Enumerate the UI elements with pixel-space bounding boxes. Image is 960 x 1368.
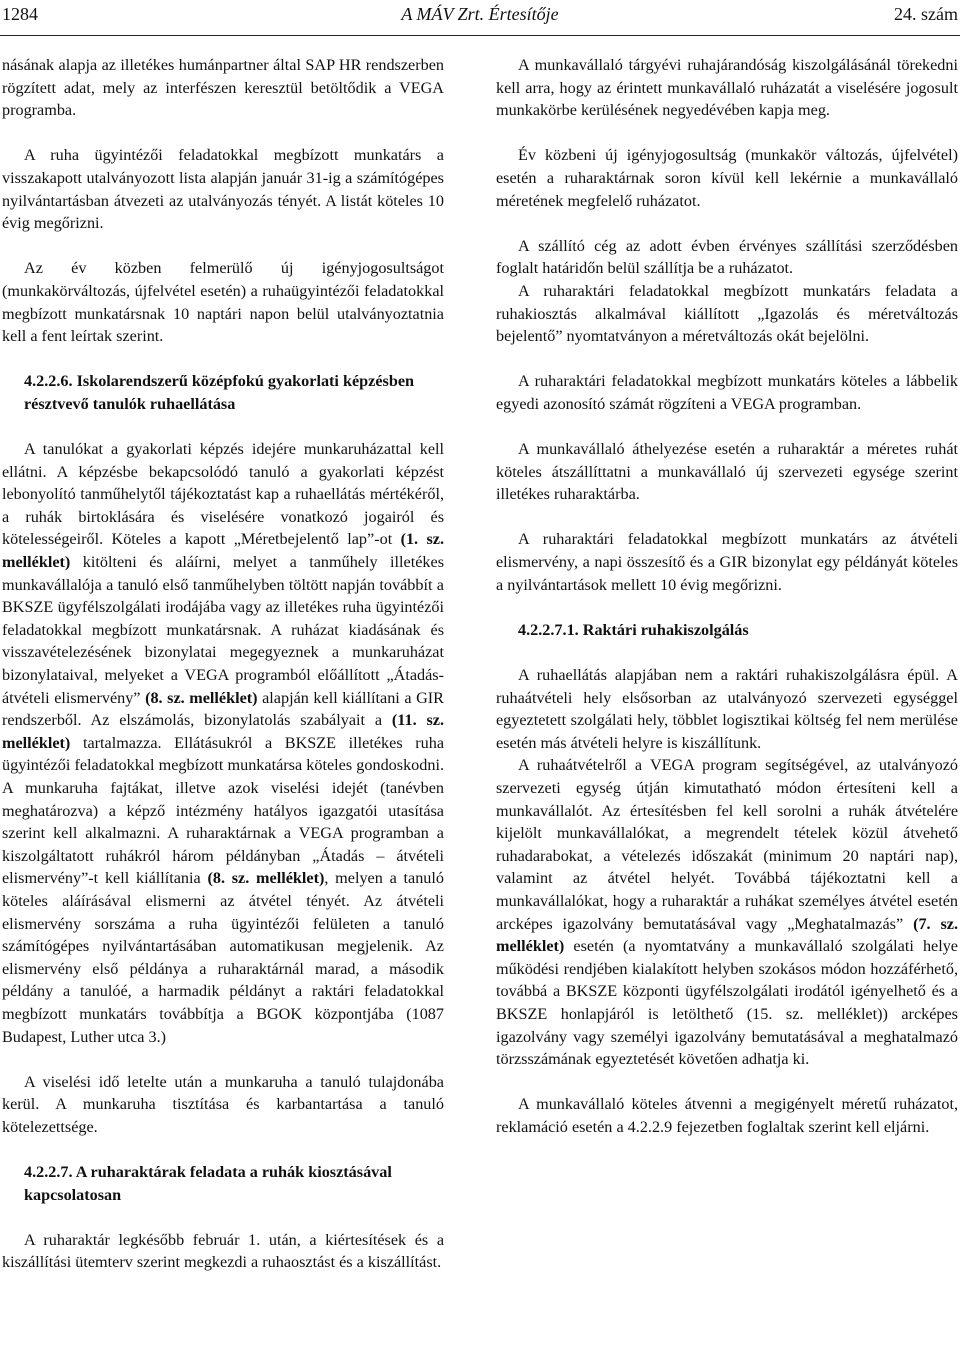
paragraph: A ruhaellátás alapjában nem a raktári ruhakiszolgálásra épül. A ruhaátvételi hely elsősorban az utalványozó szervezeti egységgel egyeztetett szolgálati hely, többlet logisztikai költség fel nem merülése esetén más átvételi helyre is kiszállítunk. <box>496 666 958 752</box>
paragraph: A ruharaktári feladatokkal megbízott munkatárs az átvételi elismervény, a napi összesítő és a GIR bizonylat egy példányát köteles a nyilvántartások mellett 10 évig megőrizni. <box>496 530 958 594</box>
section-heading-4-2-2-7: 4.2.2.7. A ruharaktárak feladata a ruhák kiosztásával kapcsolatosan <box>24 1163 392 1204</box>
text-run: kitölteni és aláírni, melyet a tanműhely illetékes munkavállalója a tanuló első tanműhelyben töltött napján továbbít a BKSZE ügyfélszolgálati irodájába vagy az illetékes ruha ügyintézői feladatokkal megbízott munkatársnak. A ruházat kiadásának és visszavételezésének bizonylatai megegyeznek a munkaruházat bizonylataival, melyeket a VEGA programból előállított „Átadás-átvételi elismervény” <box>2 553 444 707</box>
paragraph: A ruharaktár legkésőbb február 1. után, a kiértesítések és a kiszállítási ütemterv szerint megkezdi a ruhaosztást és a kiszállítást. <box>2 1230 444 1272</box>
text-run: , melyen a tanuló köteles aláírásával elismerni az átvétel tényét. Az átvételi elismervény sorszáma a ruha ügyintézői felületen a tanuló számítógépes nyilvántartásában automatikusan megjelenik. Az elismervény első példánya a ruharaktárnál marad, a második példány a tanulóé, a harmadik példányt a raktári feladatokkal megbízott munkatárs továbbítja a BGOK központjába (1087 Budapest, Luther utca 3.) <box>2 869 444 1046</box>
paragraph: A ruharaktári feladatokkal megbízott munkatárs köteles a lábbelik egyedi azonosító számát rögzíteni a VEGA programban. <box>496 372 958 413</box>
paragraph: A munkavállaló áthelyezése esetén a ruharaktár a méretes ruhát köteles átszállíttatni a munkavállaló új szervezeti egysége szerint illetékes ruharaktárba. <box>496 440 958 504</box>
header-rule <box>0 35 960 36</box>
appendix-reference: (8. sz. melléklet) <box>207 869 325 888</box>
appendix-reference: (7. sz. melléklet) <box>496 914 959 956</box>
text-run: alapján kell kiállítani a GIR rendszerből. Az elszámolás, bizonylatolás szabályait a <box>2 688 444 730</box>
paragraph: A munkavállaló köteles átvenni a megigényelt méretű ruházatot, reklamáció esetén a 4.2.2.9 fejezetben foglaltak szerint kell eljárni. <box>496 1095 958 1136</box>
text-run: tartalmazza. Ellátásukról a BKSZE illetékes ruha ügyintézői feladatokkal megbízott munkatársa köteles gondoskodni. A munkaruha fajtákat, illetve azok viselési idejét (tanévben meghatározva) a képző intézmény hatályos igazgatói utasítása szerint kell alkalmazni. A ruharaktárnak a VEGA programban a kiszolgáltatott ruhákról három példányban „Átadás – átvételi elismervény”-t kell kiállítania <box>2 733 444 888</box>
section-heading-4-2-2-6: 4.2.2.6. Iskolarendszerű középfokú gyakorlati képzésben résztvevő tanulók ruhaellátása <box>24 372 415 413</box>
paragraph: Az év közben felmerülő új igényjogosultságot (munkakörváltozás, újfelvétel esetén) a ruhaügyintézői feladatokkal megbízott munkatársnak 10 naptári napon belül utalványoztatnia kell a fent leírtak szerint. <box>2 259 444 346</box>
text-run: A tanulókat a gyakorlati képzés idejére munkaruházattal kell ellátni. A képzésbe bekapcsolódó tanuló a gyakorlati képzést lebonyolító tanműhelytől tájékoztatást kap a ruhaellátás mértékéről, a ruhák birtoklására és viselésére vonatkozó jogairól és kötelességeiről. Köteles a kapott „Méretbejelentő lap”-ot <box>2 440 444 549</box>
text-run: esetén (a nyomtatvány a munkavállaló szolgálati helye működési rendjében kialakított helyben szokásos módon hozzáférhető, továbbá a BKSZE központi ügyfélszolgálati irodától igényelhető és a BKSZE honlapjáról is letölthető (15. sz. melléklet)) arcképes igazolvány vagy személyi igazolvány bemutatásával a meghatalmazó törzsszámának egyeztetését követően adhatja ki. <box>496 937 958 1069</box>
paragraph <box>2 438 444 1048</box>
appendix-reference: (8. sz. melléklet) <box>145 688 258 707</box>
appendix-reference: (11. sz. melléklet) <box>2 711 444 752</box>
left-column <box>2 54 444 1274</box>
text-run: A ruhaátvételről a VEGA program segítségével, az utalványozó szervezeti egység útján kimutatható módon értesíteni kell a munkavállalót. Az értesítésben fel kell sorolni a ruhák átvételére kijelölt munkavállalókat, a megrendelt tételek közül átvehető ruhadarabokat, a vételezés időszakát (minimum 20 naptári nap), valamint az átvétel helyét. Továbbá tájékoztatni kell a munkavállalókat, hogy a ruharaktár a ruhákat személyes átvétel esetén arcképes igazolvány bemutatásával vagy „Meghatalmazás” <box>496 756 958 933</box>
journal-title: A MÁV Zrt. Értesítője <box>401 4 559 24</box>
section-heading-4-2-2-7-1: 4.2.2.7.1. Raktári ruhakiszolgálás <box>518 620 749 639</box>
paragraph: Év közbeni új igényjogosultság (munkakör változás, újfelvétel) esetén a ruharaktárnak soron kívül kell lekérnie a munkavállaló méretének megfelelő ruházatot. <box>496 146 958 210</box>
paragraph <box>496 754 958 1070</box>
appendix-reference: (1. sz. melléklet) <box>2 530 445 572</box>
paragraph: A ruharaktári feladatokkal megbízott munkatárs feladata a ruhakiosztás alkalmával kiállított „Igazolás és méretváltozás bejelentő” nyomtatványon a méretváltozás okát bejelölni. <box>496 281 958 346</box>
paragraph: A munkavállaló tárgyévi ruhajárandóság kiszolgálásánál törekedni kell arra, hogy az érintett munkavállaló ruházatát a viselésére jogosult munkakörbe kerülésének negyedévében kapja meg. <box>496 56 958 120</box>
paragraph: A szállító cég az adott évben érvényes szállítási szerződésben foglalt határidőn belül szállítja be a ruházatot. <box>496 236 958 278</box>
page-number: 1284 <box>2 4 38 24</box>
paragraph: A viselési idő letelte után a munkaruha a tanuló tulajdonába kerül. A munkaruha tisztítása és karbantartása a tanuló kötelezettsége. <box>2 1072 444 1136</box>
right-column <box>496 54 958 1139</box>
paragraph: násának alapja az illetékes humánpartner által SAP HR rendszerben rögzített adat, mely az interfészen keresztül betöltődik a VEGA programba. <box>2 56 444 120</box>
page-header <box>0 0 960 40</box>
issue-number: 24. szám <box>894 4 958 24</box>
paragraph: A ruha ügyintézői feladatokkal megbízott munkatárs a visszakapott utalványozott lista alapján január 31-ig a számítógépes nyilvántartásban átvezeti az utalványozás tényét. A listát köteles 10 évig megőrizni. <box>2 146 444 233</box>
